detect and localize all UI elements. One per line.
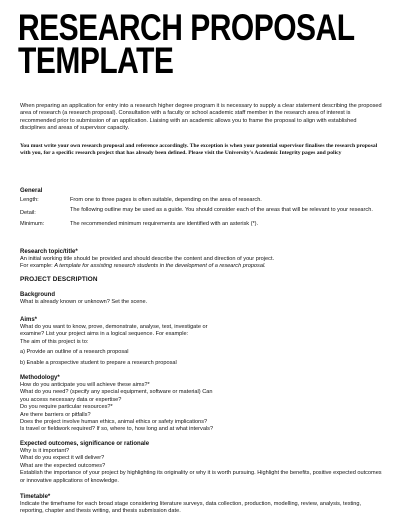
general-value: The recommended minimum requirements are identified with an asterisk (*).	[70, 220, 259, 227]
methodology-line: What do you need? (specify any special equipment, software or material) Can	[20, 389, 213, 396]
general-key: Minimum:	[20, 220, 45, 227]
background-section	[20, 291, 382, 306]
general-row-minimum	[20, 221, 382, 228]
aims-section	[20, 316, 382, 367]
outcomes-line: Establish the importance of your project by highlighting its originality or why it is worth pursuing. Highlight the benefits, positive expected outcomes or innovative applications of knowledge.	[20, 470, 382, 484]
methodology-line: How do you anticipate you will achieve these aims?*	[20, 382, 150, 388]
general-key: Length:	[20, 197, 39, 203]
aims-item-b: b) Enable a prospective student to prepare a research proposal	[20, 359, 177, 366]
page-title	[18, 8, 384, 82]
topic-section	[20, 248, 382, 271]
aims-line: The aim of this project is to:	[20, 338, 89, 345]
general-key: Detail:	[20, 210, 36, 217]
methodology-line: Does the project involve human ethics, animal ethics or safety implications?	[20, 419, 208, 426]
aims-item-a: a) Provide an outline of a research proposal	[20, 349, 129, 356]
outcomes-line: What do you expect it will deliver?	[20, 455, 105, 462]
background-heading: Background	[20, 292, 56, 298]
title-line-2: TEMPLATE	[18, 41, 174, 82]
timetable-section	[20, 493, 382, 516]
general-section	[20, 187, 382, 228]
methodology-line: Are there barriers or pitfalls?	[20, 411, 91, 418]
topic-heading: Research topic/title*	[20, 249, 78, 255]
general-heading: General	[20, 188, 43, 194]
general-row-detail	[20, 207, 382, 217]
timetable-line: Indicate the timeframe for each broad stage considering literature surveys, data collection, production, modelling, review, analysis, testing, reporting, chapter and thesis writing, and thesis submission date.	[20, 501, 362, 515]
topic-line: An initial working title should be provided and should describe the content and direction of your project.	[20, 256, 275, 262]
intro-paragraph: When preparing an application for entry into a research higher degree program it is necessary to supply a clear statement describing the proposed area of research (a research proposal). Consultation with a faculty or school academic staff member in the research area of interest is recommended prior to submission of an application. Liaising with an academic allows you to frame the proposal to align with established disciplines and areas of supervisor capacity.	[20, 103, 382, 132]
outcomes-section	[20, 440, 382, 485]
methodology-line: Do you require particular resources?*	[20, 404, 113, 411]
timetable-heading: Timetable*	[20, 494, 51, 500]
outcomes-heading: Expected outcomes, significance or rationale	[20, 441, 150, 447]
aims-heading: Aims*	[20, 317, 38, 323]
document-page	[18, 8, 384, 515]
methodology-line: Is travel or fieldwork required? If so, where to, how long and at what intervals?	[20, 426, 214, 433]
general-row-length	[20, 197, 382, 204]
general-value: The following outline may be used as a guide. You should consider each of the areas that will be relevant to your research.	[70, 207, 373, 214]
outcomes-line: What are the expected outcomes?	[20, 462, 106, 469]
topic-example-text: A template for assisting research students in the development of a research proposal.	[54, 263, 266, 270]
methodology-heading: Methodology*	[20, 375, 60, 381]
aims-line: What do you want to know, prove, demonstrate, analyse, test, investigate or	[20, 324, 208, 330]
title-line-1: RESEARCH PROPOSAL	[18, 8, 355, 49]
aims-line: examine? List your project aims in a logical sequence. For example:	[20, 331, 189, 338]
background-line: What is already known or unknown? Set the scene.	[20, 299, 148, 305]
topic-example	[20, 263, 382, 270]
project-description-heading: PROJECT DESCRIPTION	[20, 276, 98, 283]
topic-example-prefix: For example:	[20, 263, 55, 270]
project-description-heading-block	[20, 276, 382, 284]
academic-integrity-note: You must write your own research proposal and reference accordingly. The exception is when your potential supervisor finalises the research proposal with you, for a specific research project that has already been defined. Please visit the University's Academic Integrity pages and policy	[20, 143, 378, 157]
general-value: From one to three pages is often suitable, depending on the area of research.	[70, 197, 262, 203]
methodology-section	[20, 374, 382, 434]
outcomes-line: Why is it important?	[20, 448, 70, 454]
methodology-line: you access necessary data or expertise?	[20, 396, 122, 403]
